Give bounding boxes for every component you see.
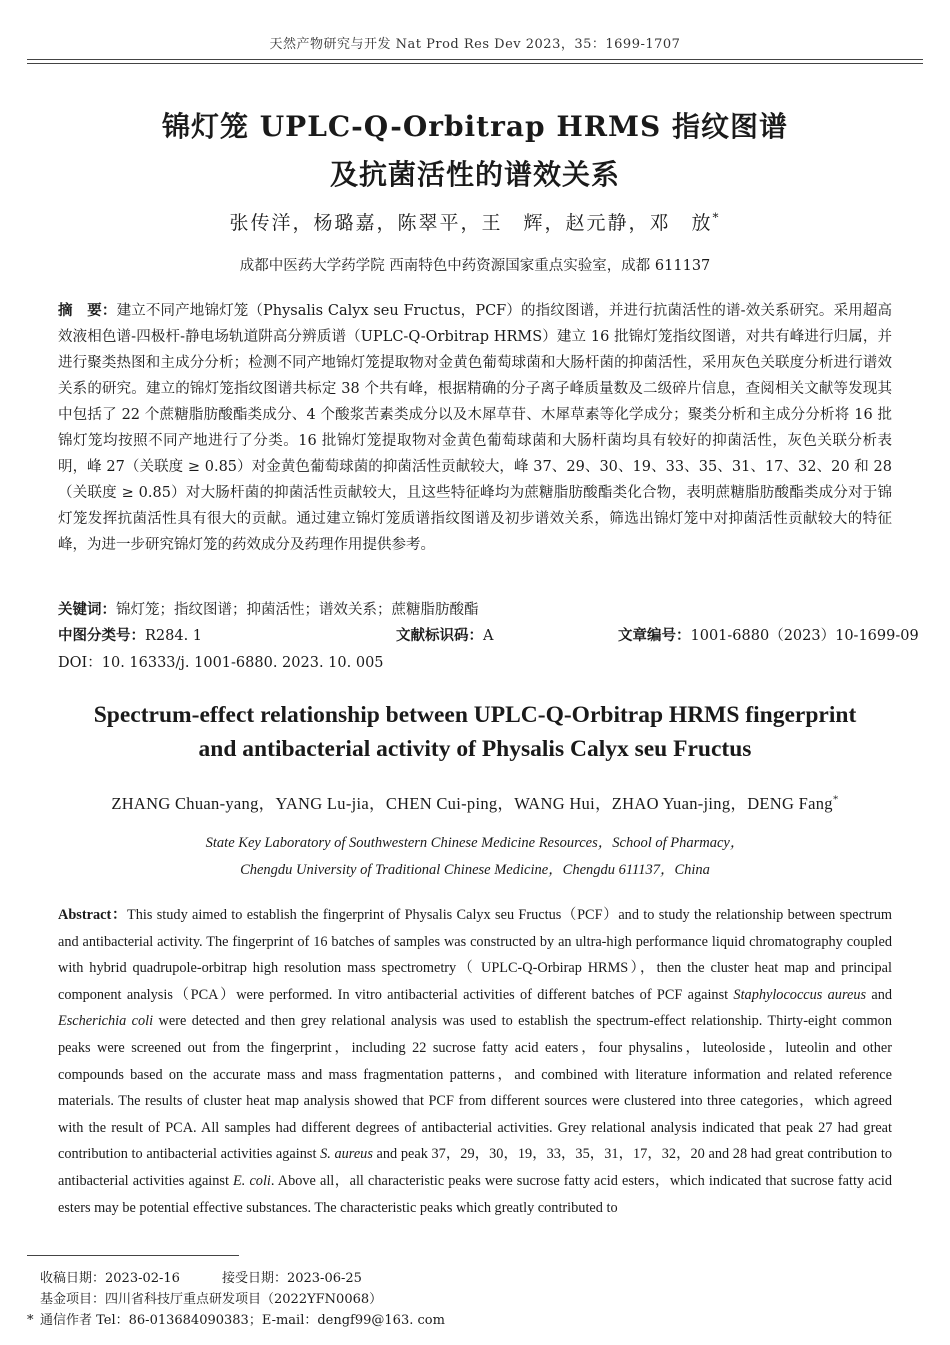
corresponding-mark: *: [712, 210, 721, 225]
chinese-title-line1: 锦灯笼 UPLC-Q-Orbitrap HRMS 指纹图谱: [161, 110, 789, 143]
english-abstract-text: This study aimed to establish the fingerprint of Physalis Calyx seu Fructus（PCF）and to study the relationship between spectrum and antibacterial activity. The fingerprint of 16 batches of samples was constructed by an ultra-high performance liquid chromatography coupled with hybrid quadrupole-orbitrap high resolution mass spectrometry（ UPLC-Q-Orbirap HRMS），then the cluster heat map and principal component analysis（PCA）were performed. In vitro antibacterial activities of different batches of PCF against: [58, 907, 892, 1003]
accepted-date: 接受日期：2023-06-25: [221, 1271, 362, 1286]
corresponding-star: *: [27, 1313, 34, 1328]
chinese-abstract-text: 建立不同产地锦灯笼（Physalis Calyx seu Fructus，PCF）的指纹图谱，并进行抗菌活性的谱-效关系研究。采用超高效液相色谱-四极杆-静电场轨道阱高分辨质谱（UPLC-Q-Orbitrap HRMS）建立 16 批锦灯笼指纹图谱，对共有峰进行归属，并进行聚类热图和主成分分析；检测不同产地锦灯笼提取物对金黄色葡萄球菌和大肠杆菌的抑菌活性，采用灰色关联度分析进行谱效关系的研究。建立的锦灯笼指纹图谱共标定 38 个共有峰，根据精确的分子离子峰质量数及二级碎片信息，查阅相关文献等发现其中包括了 22 个蔗糖脂肪酸酯类成分、4 个酸浆苦素类成分以及木犀草苷、木犀草素等化学成分；聚类分析和主成分分析将 16 批锦灯笼均按照不同产地进行了分类。16 批锦灯笼提取物对金黄色葡萄球菌和大肠杆菌均具有较好的抑菌活性，灰色关联分析表明，峰 27（关联度 ≥ 0.85）对金黄色葡萄球菌的抑菌活性贡献较大，峰 37、29、30、19、33、35、31、17、32、20 和 28（关联度 ≥ 0.85）对大肠杆菌的抑菌活性贡献较大，且这些特征峰均为蔗糖脂肪酸酯类化合物，表明蔗糖脂肪酸酯类成分对于锦灯笼发挥抗菌活性具有很大的贡献。通过建立锦灯笼质谱指纹图谱及初步谱效关系，筛选出锦灯笼中对抑菌活性贡献较大的特征峰，为进一步研究锦灯笼的药效成分及药理作用提供参考。: [58, 303, 893, 553]
keywords-text: 锦灯笼；指纹图谱；抑菌活性；谱效关系；蔗糖脂肪酸酯: [116, 602, 479, 618]
document-code: [396, 624, 493, 645]
doc-code-value: A: [483, 628, 494, 644]
english-affiliation: [0, 830, 950, 884]
header-rule-thin: [27, 63, 923, 64]
chinese-author-list: 张传洋，杨璐嘉，陈翠平，王 辉，赵元静，邓 放: [229, 212, 713, 234]
clc-number: [58, 624, 202, 645]
footnote-rule: [27, 1255, 239, 1256]
english-authors: [0, 790, 950, 814]
chinese-abstract-label: 摘 要：: [58, 302, 117, 319]
footnotes: [27, 1268, 907, 1331]
chinese-title-line2: 及抗菌活性的谱效关系: [329, 158, 620, 191]
english-author-list: ZHANG Chuan-yang，YANG Lu-jia，CHEN Cui-ping，WANG Hui，ZHAO Yuan-jing，DENG Fang: [111, 794, 833, 813]
english-title-line1: Spectrum-effect relationship between UPLC-Q-Orbitrap HRMS fingerprint: [93, 702, 857, 728]
clc-value: R284. 1: [145, 628, 203, 644]
footnote-funding: 基金项目：四川省科技厅重点研发项目（2022YFN0068）: [40, 1292, 383, 1307]
english-corresponding-mark: *: [832, 793, 839, 806]
english-affiliation-line1: State Key Laboratory of Southwestern Chinese Medicine Resources，School of Pharmacy，: [205, 835, 745, 851]
footnote-dates: [27, 1268, 907, 1289]
chinese-abstract: [58, 298, 892, 558]
english-abstract: [58, 902, 892, 1221]
footnote-corresponding: [27, 1310, 907, 1331]
received-date: 收稿日期：2023-02-16: [40, 1271, 180, 1286]
chinese-title: [0, 103, 950, 199]
doi: DOI：10. 16333/j. 1001-6880. 2023. 10. 005: [58, 655, 384, 671]
english-affiliation-line2: Chengdu University of Traditional Chinese Medicine，Chengdu 611137，China: [240, 862, 710, 878]
species-name: S. aureus: [320, 1146, 373, 1163]
keywords-label: 关键词：: [58, 601, 116, 618]
article-no-value: 1001-6880（2023）10-1699-09: [690, 628, 919, 644]
english-abstract-label: Abstract：: [58, 907, 127, 923]
english-abstract-text: and peak 37，29，30，19，33，35，31，17，32，20 and 28 had great contribution to antibacterial activities against: [58, 1146, 892, 1189]
english-abstract-text: were detected and then grey relational analysis was used to establish the spectrum-effect relationship. Thirty-eight common peaks were screened out from the fingerprint，including 22 sucrose fatty acid eaters，four physalins，luteoloside，luteolin and other compounds based on the accurate mass and mass fragmentation patterns，and combined with literature information and related reference materials. The results of cluster heat map analysis showed that PCF from different sources were clustered into three categories，which agreed with the result of PCA. All samples had different degrees of antibacterial activities. Grey relational analysis indicated that peak 27 had great contribution to antibacterial activities against: [58, 1013, 892, 1163]
article-number: [618, 624, 919, 645]
species-name: E. coli: [233, 1172, 271, 1189]
running-head: 天然产物研究与开发 Nat Prod Res Dev 2023，35：1699-1707: [269, 37, 681, 52]
article-no-label: 文章编号：: [618, 627, 691, 644]
clc-label: 中图分类号：: [58, 627, 145, 644]
english-abstract-text: . Above all，all characteristic peaks were sucrose fatty acid esters，which indicated that sucrose fatty acid esters may be potential effective substances. The characteristic peaks which greatly contributed to: [58, 1172, 892, 1216]
english-title: [0, 698, 950, 766]
english-abstract-text: and: [866, 986, 892, 1003]
chinese-authors: [0, 208, 950, 235]
header-rule-thick: [27, 59, 923, 60]
corresponding-contact: 通信作者 Tel：86-013684090383；E-mail：dengf99@163. com: [40, 1313, 445, 1328]
chinese-keywords: [58, 598, 892, 619]
chinese-affiliation: 成都中医药大学药学院 西南特色中药资源国家重点实验室，成都 611137: [239, 258, 711, 274]
english-title-line2: and antibacterial activity of Physalis Calyx seu Fructus: [198, 736, 752, 762]
species-name: Escherichia coli: [58, 1013, 154, 1030]
species-name: Staphylococcus aureus: [733, 986, 867, 1003]
doc-code-label: 文献标识码：: [396, 627, 483, 644]
